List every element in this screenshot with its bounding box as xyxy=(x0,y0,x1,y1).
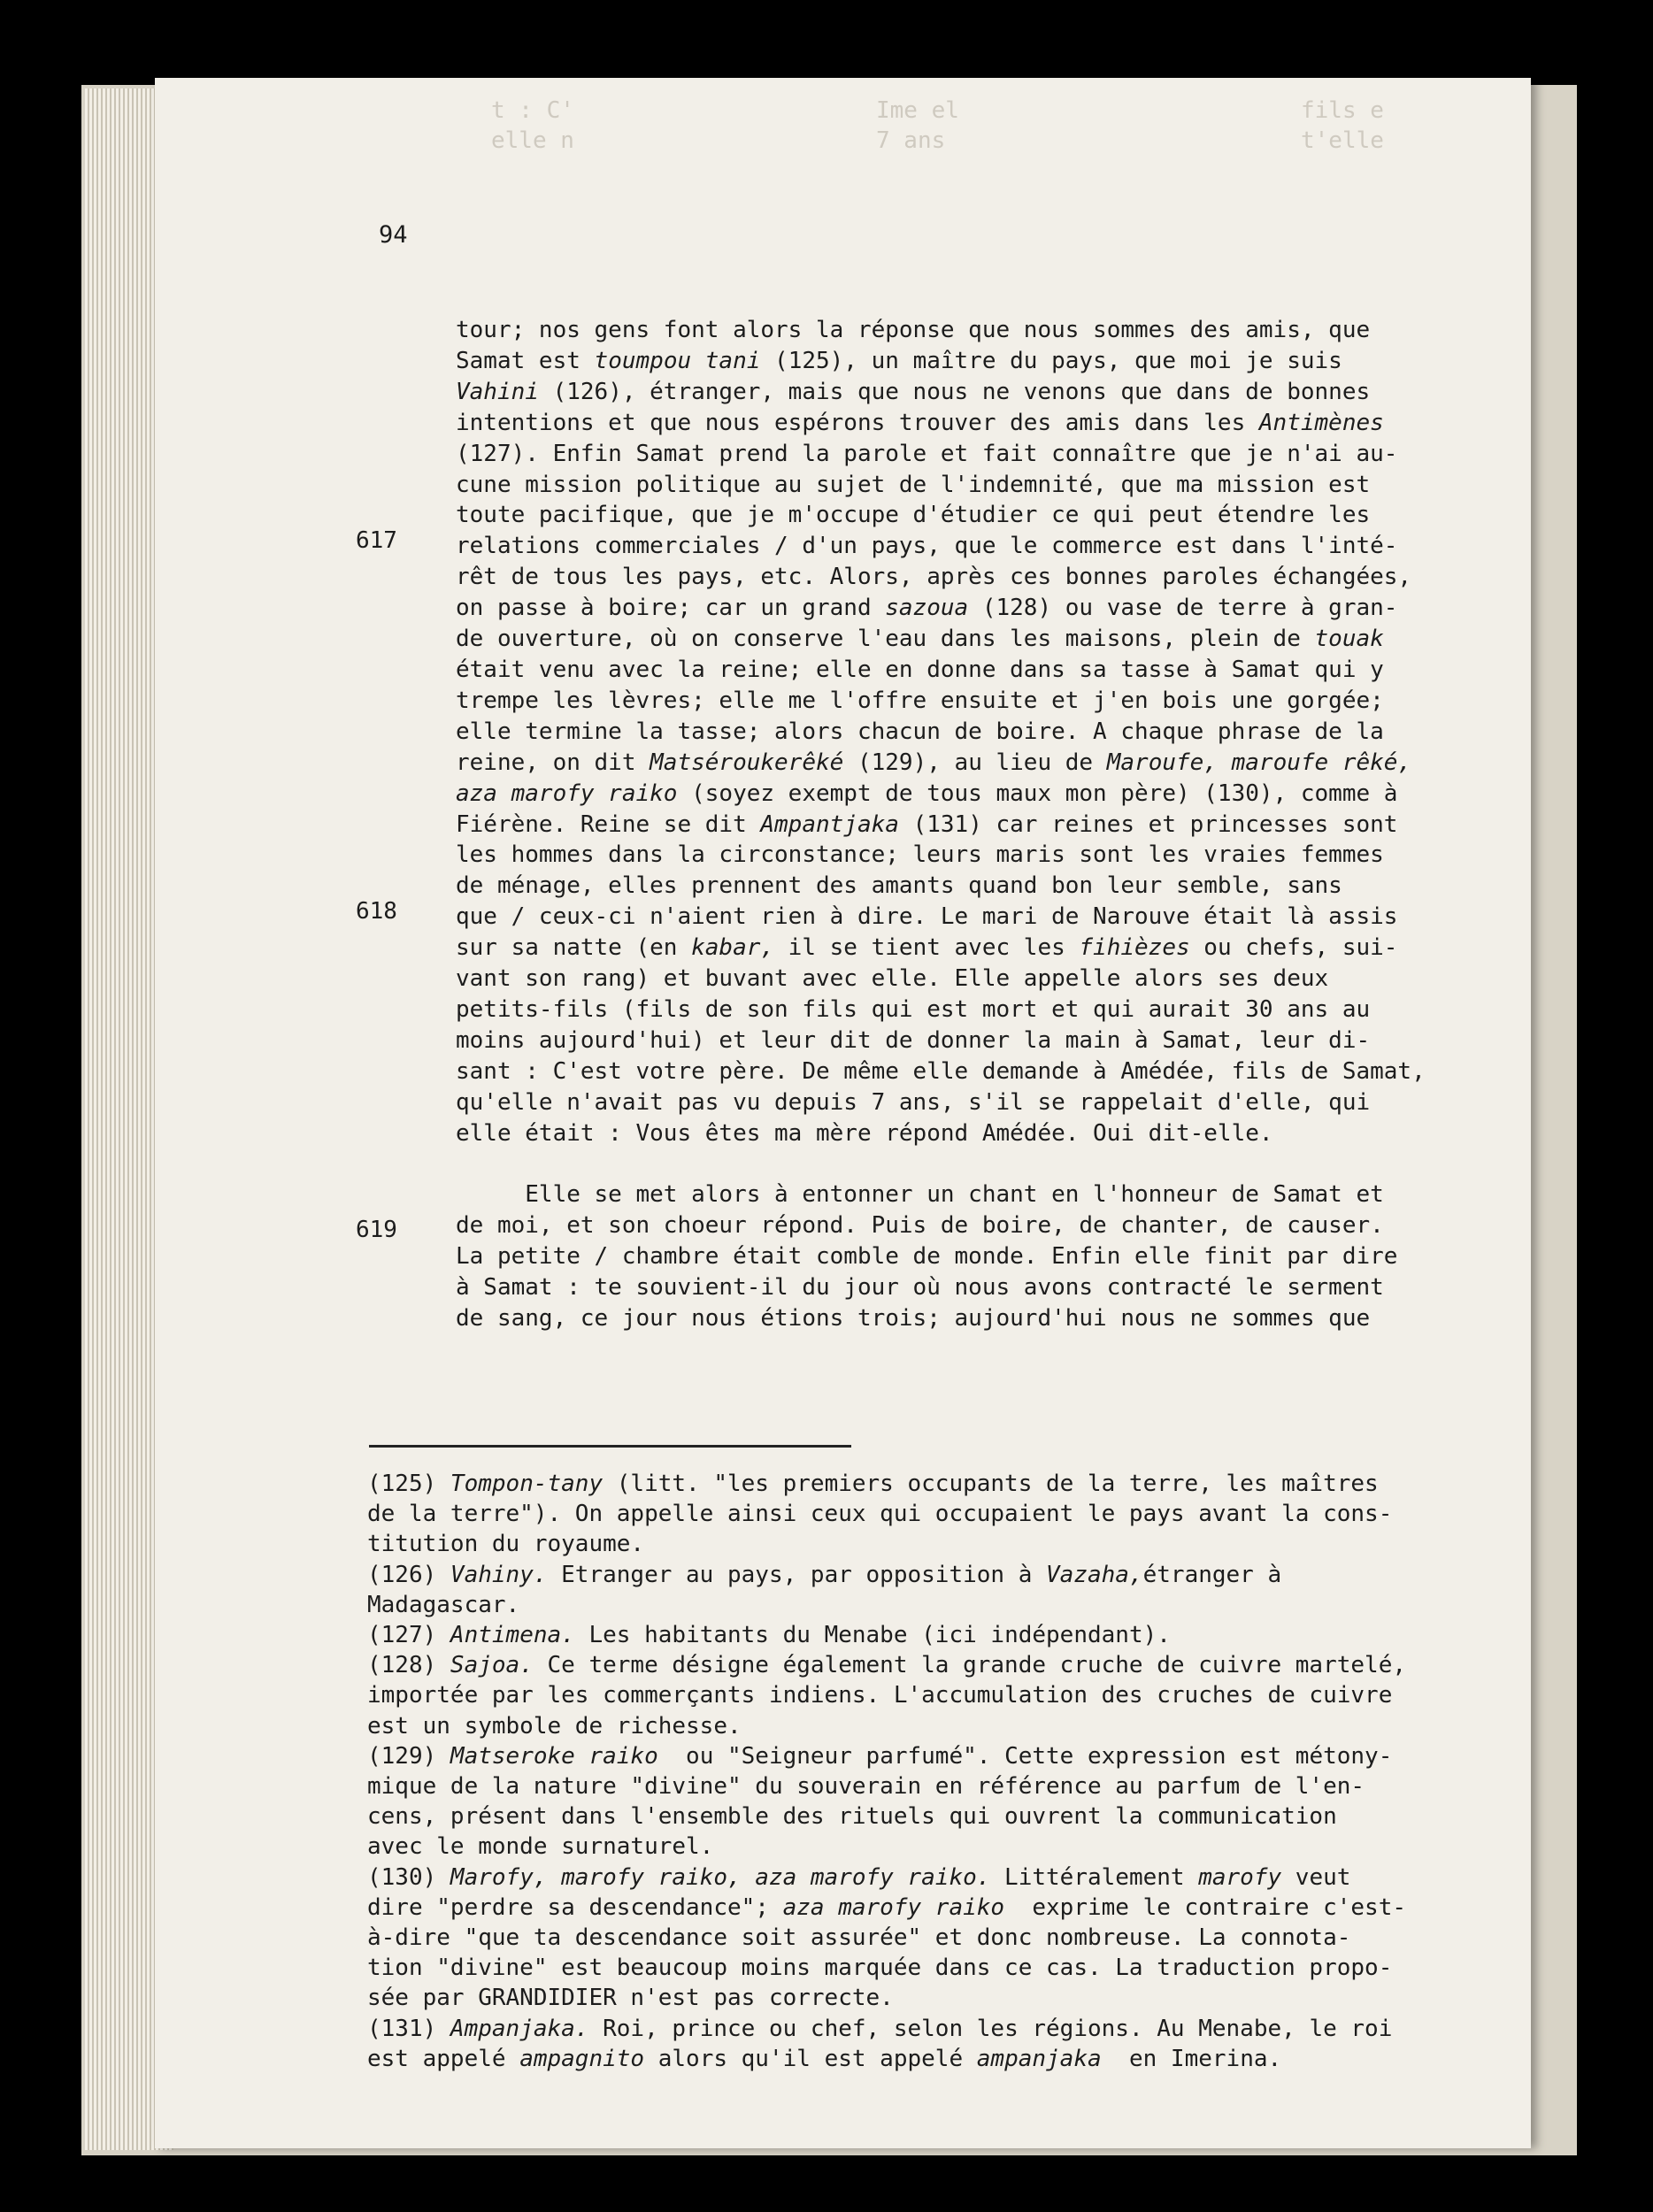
italic-term: Vahiny. xyxy=(450,1561,548,1588)
body-line xyxy=(456,1118,1624,1149)
text-run: (131) xyxy=(367,2015,450,2042)
text-run: cens, présent dans l'ensemble des rituels qui ouvrent la communication xyxy=(367,1803,1337,1831)
footnote-line xyxy=(367,1832,1633,1862)
text-run: (litt. "les premiers occupants de la terre, les maîtres xyxy=(603,1471,1379,1497)
text-run: toute pacifique, que je m'occupe d'étudier ce qui peut étendre les xyxy=(456,502,1371,529)
text-run: vant son rang) et buvant avec elle. Elle appelle alors ses deux xyxy=(456,965,1329,993)
body-line xyxy=(456,593,1624,624)
text-run: tour; nos gens font alors la réponse que nous sommes des amis, que xyxy=(456,317,1371,343)
margin-number: 619 xyxy=(356,1217,397,1243)
body-line xyxy=(456,1148,1624,1179)
text-run: Littéralement xyxy=(990,1863,1199,1891)
body-line xyxy=(456,840,1624,871)
text-run: (130) xyxy=(367,1863,450,1891)
footnote-line xyxy=(367,2044,1633,2074)
text-run: de la terre"). On appelle ainsi ceux qui occupaient le pays avant la cons- xyxy=(367,1501,1393,1528)
text-run: intentions et que nous espérons trouver des amis dans les xyxy=(456,409,1259,436)
text-run: on passe à boire; car un grand xyxy=(456,595,886,622)
text-run: Elle se met alors à entonner un chant en l'honneur de Samat et xyxy=(456,1181,1384,1209)
footnote-line xyxy=(367,1983,1633,2013)
body-line xyxy=(456,655,1624,686)
footnote-line xyxy=(367,1529,1633,1559)
text-run: (125), un maître du pays, que moi je suis xyxy=(760,347,1342,374)
text-run: ou "Seigneur parfumé". Cette expression est métony- xyxy=(657,1742,1393,1770)
footnote-line xyxy=(367,1801,1633,1832)
text-run: avec le monde surnaturel. xyxy=(367,1833,714,1861)
text-run: titution du royaume. xyxy=(367,1531,645,1558)
italic-term: touak xyxy=(1314,626,1384,653)
footnote-line xyxy=(367,1680,1633,1710)
text-run: en Imerina. xyxy=(1101,2045,1282,2072)
body-line xyxy=(456,748,1624,779)
text-run: Ce terme désigne également la grande cruche de cuivre martelé, xyxy=(533,1652,1407,1679)
body-line xyxy=(456,346,1624,377)
text-run: mique de la nature "divine" du souverain en référence au parfum de l'en- xyxy=(367,1773,1365,1801)
text-run: est un symbole de richesse. xyxy=(367,1712,742,1740)
body-line xyxy=(456,964,1624,995)
text-run: moins aujourd'hui) et leur dit de donner la main à Samat, leur di- xyxy=(456,1026,1371,1054)
bleed-through-text: 7 ans xyxy=(876,127,946,154)
body-line xyxy=(456,871,1624,902)
text-run: Les habitants du Menabe (ici indépendant). xyxy=(574,1622,1171,1649)
text-run: est appelé xyxy=(367,2045,520,2072)
text-run: (131) car reines et princesses sont xyxy=(898,810,1398,838)
italic-term: ampagnito xyxy=(519,2045,645,2072)
text-run: (125) xyxy=(367,1471,450,1497)
italic-term: kabar, xyxy=(691,934,775,962)
text-run: que / ceux-ci n'aient rien à dire. Le mari de Narouve était là assis xyxy=(456,903,1398,931)
italic-term: Vahini xyxy=(456,378,539,405)
italic-term: aza marofy raiko xyxy=(456,780,678,807)
body-line xyxy=(456,624,1624,655)
footnote-rule xyxy=(369,1445,851,1448)
body-line xyxy=(456,531,1624,562)
italic-term: Matseroke raiko xyxy=(450,1742,658,1770)
body-line xyxy=(456,1087,1624,1118)
text-run: étranger à xyxy=(1142,1561,1282,1588)
body-line xyxy=(456,933,1624,964)
text-run: (126), étranger, mais que nous ne venons que dans de bonnes xyxy=(538,378,1371,405)
text-run: les hommes dans la circonstance; leurs maris sont les vraies femmes xyxy=(456,841,1384,869)
text-run: Samat est xyxy=(456,347,595,374)
text-run: (128) xyxy=(367,1652,450,1679)
bleed-through-text: elle n xyxy=(491,127,574,154)
body-line xyxy=(456,562,1624,593)
text-run: dire "perdre sa descendance"; xyxy=(367,1893,783,1921)
italic-term: Marofy, marofy raiko, aza marofy raiko. xyxy=(450,1863,991,1891)
text-run: Etranger au pays, par opposition à xyxy=(547,1561,1047,1588)
text-run: rêt de tous les pays, etc. Alors, après ces bonnes paroles échangées, xyxy=(456,564,1412,591)
italic-term: Antimena. xyxy=(450,1622,575,1649)
italic-term: Maroufe, maroufe rêké, xyxy=(1106,749,1412,776)
body-line xyxy=(456,810,1624,841)
footnote-line xyxy=(367,1893,1633,1923)
text-run: ou chefs, sui- xyxy=(1189,934,1398,962)
italic-term: toumpou tani xyxy=(594,347,761,374)
body-line xyxy=(456,1272,1624,1303)
text-run: reine, on dit xyxy=(456,749,650,776)
italic-term: fihièzes xyxy=(1079,934,1190,962)
italic-term: Sajoa. xyxy=(450,1652,534,1679)
footnote-line xyxy=(367,1499,1633,1529)
book-page xyxy=(155,78,1531,2148)
text-run: sée par GRANDIDIER n'est pas correcte. xyxy=(367,1985,894,2012)
body-line xyxy=(456,315,1624,346)
margin-number: 618 xyxy=(356,898,397,925)
italic-term: Ampanjaka. xyxy=(450,2015,589,2042)
body-line xyxy=(456,1179,1624,1210)
text-run: Roi, prince ou chef, selon les régions. Au Menabe, le roi xyxy=(588,2015,1393,2042)
text-run: (127) xyxy=(367,1622,450,1649)
margin-number: 617 xyxy=(356,527,397,554)
footnote-line xyxy=(367,1590,1633,1620)
text-run: elle termine la tasse; alors chacun de boire. A chaque phrase de la xyxy=(456,718,1384,745)
body-line xyxy=(456,377,1624,408)
text-run: (soyez exempt de tous maux mon père) (130), comme à xyxy=(677,780,1398,807)
text-run: elle était : Vous êtes ma mère répond Amédée. Oui dit-elle. xyxy=(456,1119,1273,1147)
text-run: tion "divine" est beaucoup moins marquée dans ce cas. La traduction propo- xyxy=(367,1955,1393,1982)
italic-term: Vazaha, xyxy=(1046,1561,1143,1588)
text-run: trempe les lèvres; elle me l'offre ensuite et j'en bois une gorgée; xyxy=(456,687,1384,714)
page-number: 94 xyxy=(379,221,408,249)
footnote-line xyxy=(367,1620,1633,1650)
body-line xyxy=(456,439,1624,470)
text-run: (129) xyxy=(367,1742,450,1770)
text-run: La petite / chambre était comble de monde. Enfin elle finit par dire xyxy=(456,1243,1398,1271)
body-line xyxy=(456,995,1624,1025)
footnotes xyxy=(367,1469,1633,2074)
text-run: Fiérène. Reine se dit xyxy=(456,810,761,838)
text-run: exprime le contraire c'est- xyxy=(1004,1893,1407,1921)
bleed-through-text: t : C' xyxy=(491,97,574,124)
body-line xyxy=(456,686,1624,717)
footnote-line xyxy=(367,1650,1633,1680)
footnote-line xyxy=(367,1560,1633,1590)
footnote-line xyxy=(367,1469,1633,1499)
italic-term: Tompon-tany xyxy=(450,1471,604,1497)
body-line xyxy=(456,1303,1624,1334)
footnote-line xyxy=(367,1953,1633,1983)
footnote-line xyxy=(367,1771,1633,1801)
text-run: importée par les commerçants indiens. L'accumulation des cruches de cuivre xyxy=(367,1682,1393,1709)
text-run: alors qu'il est appelé xyxy=(644,2045,977,2072)
bleed-through-text: t'elle xyxy=(1301,127,1384,154)
body-line xyxy=(456,408,1624,439)
footnote-line xyxy=(367,1923,1633,1953)
body-line xyxy=(456,717,1624,748)
italic-term: Ampantjaka xyxy=(760,810,899,838)
text-run: (126) xyxy=(367,1561,450,1588)
text-run: Madagascar. xyxy=(367,1591,520,1618)
text-run: cune mission politique au sujet de l'indemnité, que ma mission est xyxy=(456,471,1371,498)
text-run: de ménage, elles prennent des amants quand bon leur semble, sans xyxy=(456,872,1342,900)
body-line xyxy=(456,1241,1624,1272)
text-run: il se tient avec les xyxy=(774,934,1080,962)
text-run: (129), au lieu de xyxy=(843,749,1107,776)
italic-term: Matséroukerêké xyxy=(650,749,844,776)
body-line xyxy=(456,779,1624,810)
text-run: à-dire "que ta descendance soit assurée" et donc nombreuse. La connota- xyxy=(367,1924,1351,1952)
text-run: sant : C'est votre père. De même elle demande à Amédée, fils de Samat, xyxy=(456,1057,1426,1085)
text-run: petits-fils (fils de son fils qui est mort et qui aurait 30 ans au xyxy=(456,995,1371,1023)
italic-term: ampanjaka xyxy=(976,2045,1102,2072)
text-run: (127). Enfin Samat prend la parole et fait connaître que je n'ai au- xyxy=(456,440,1398,467)
italic-term: marofy xyxy=(1198,1863,1282,1891)
body-text xyxy=(456,315,1624,1334)
bleed-through-text: Ime el xyxy=(876,97,959,124)
body-line xyxy=(456,902,1624,933)
text-run: à Samat : te souvient-il du jour où nous avons contracté le serment xyxy=(456,1274,1384,1302)
text-run: de moi, et son choeur répond. Puis de boire, de chanter, de causer. xyxy=(456,1212,1384,1240)
text-run: veut xyxy=(1281,1863,1351,1891)
text-run: (128) ou vase de terre à gran- xyxy=(968,595,1398,622)
italic-term: sazoua xyxy=(885,595,969,622)
body-line xyxy=(456,470,1624,501)
italic-term: Antimènes xyxy=(1258,409,1384,436)
text-run: relations commerciales / d'un pays, que le commerce est dans l'inté- xyxy=(456,533,1398,560)
footnote-line xyxy=(367,1711,1633,1741)
footnote-line xyxy=(367,1863,1633,1893)
text-run: qu'elle n'avait pas vu depuis 7 ans, s'il se rappelait d'elle, qui xyxy=(456,1088,1371,1116)
body-line xyxy=(456,1025,1624,1056)
text-run: de ouverture, où on conserve l'eau dans les maisons, plein de xyxy=(456,626,1315,653)
text-run: sur sa natte (en xyxy=(456,934,692,962)
footnote-line xyxy=(367,1741,1633,1771)
body-line xyxy=(456,1210,1624,1241)
bleed-through-text: fils e xyxy=(1301,97,1384,124)
italic-term: aza marofy raiko xyxy=(782,1893,1005,1921)
text-run: de sang, ce jour nous étions trois; aujourd'hui nous ne sommes que xyxy=(456,1305,1371,1332)
body-line xyxy=(456,1056,1624,1087)
body-line xyxy=(456,500,1624,531)
text-run: était venu avec la reine; elle en donne dans sa tasse à Samat qui y xyxy=(456,656,1384,683)
footnote-line xyxy=(367,2014,1633,2044)
